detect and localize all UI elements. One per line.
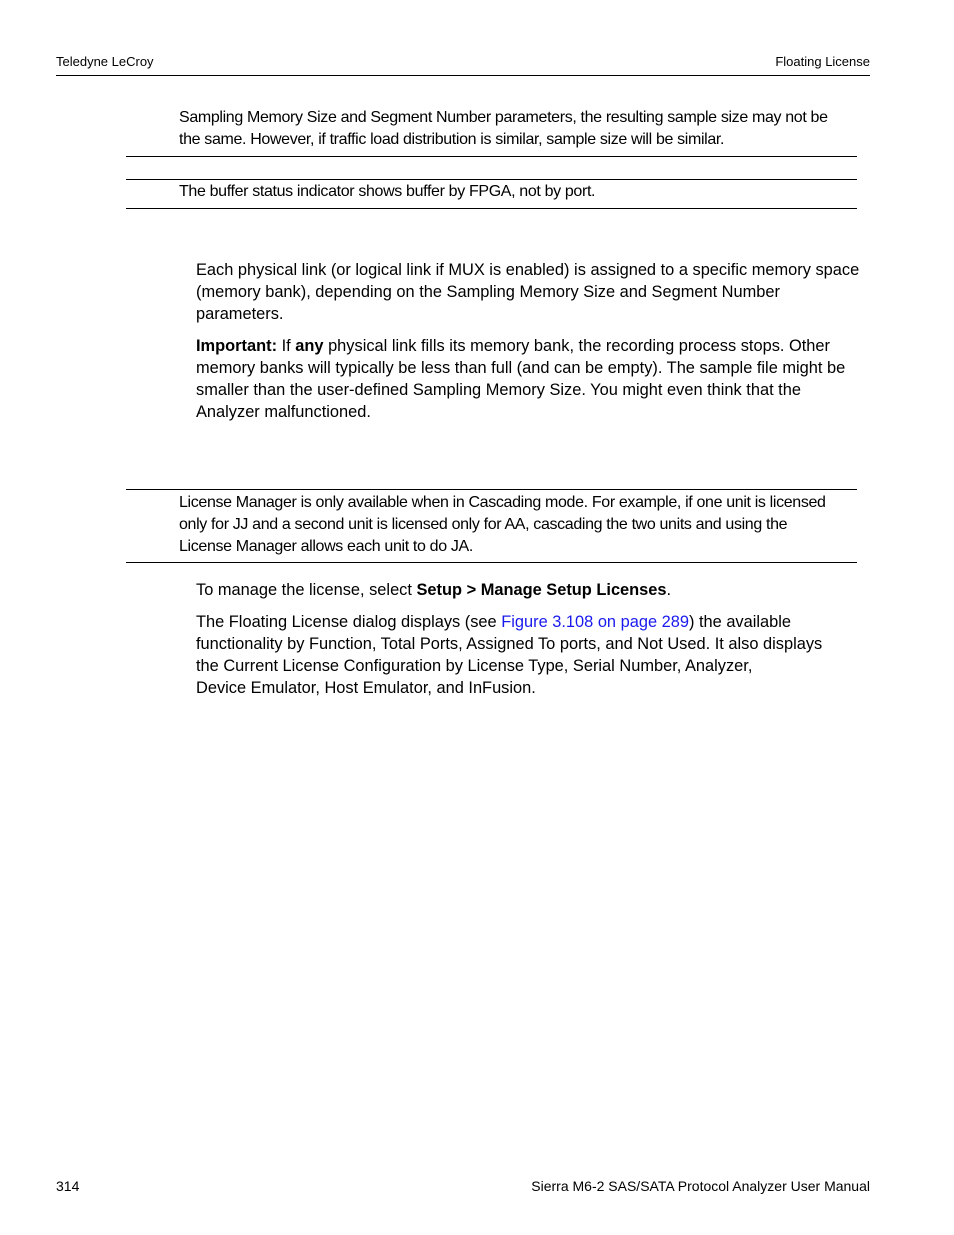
manual-title: Sierra M6-2 SAS/SATA Protocol Analyzer User Manual	[531, 1178, 870, 1194]
text-run: If	[277, 337, 296, 355]
figure-link[interactable]: Figure 3.108 on page 289	[501, 613, 689, 631]
note-continued	[179, 107, 879, 151]
header-rule	[56, 75, 870, 76]
paragraph-line	[196, 611, 876, 633]
note-rule	[126, 179, 857, 180]
note-rule	[126, 208, 857, 209]
page-number: 314	[56, 1178, 80, 1194]
note-line: License Manager is only available when in Cascading mode. For example, if one unit is licensed	[179, 494, 826, 511]
paragraph-line: (memory bank), depending on the Sampling Memory Size and Segment Number	[196, 283, 780, 301]
paragraph-line: functionality by Function, Total Ports, Assigned To ports, and Not Used. It also displays	[196, 635, 823, 653]
paragraph-line: Analyzer malfunctioned.	[196, 403, 371, 421]
note-line: Sampling Memory Size and Segment Number parameters, the resulting sample size may not be	[179, 109, 828, 126]
note-rule	[126, 156, 857, 157]
paragraph-line: smaller than the user-defined Sampling Memory Size. You might even think that the	[196, 381, 801, 399]
text-run: physical link fills its memory bank, the recording process stops. Other	[323, 337, 831, 355]
paragraph-line	[196, 335, 876, 357]
text-run: To manage the license, select	[196, 581, 417, 599]
note-line: the same. However, if traffic load distribution is similar, sample size will be similar.	[179, 131, 725, 148]
note-line: License Manager allows each unit to do JA.	[179, 538, 473, 555]
text-run: ) the available	[688, 613, 792, 631]
paragraph-line: Device Emulator, Host Emulator, and InFusion.	[196, 679, 536, 697]
running-header-right: Floating License	[775, 54, 870, 69]
paragraph-important	[196, 335, 876, 423]
paragraph-manage-license	[196, 579, 876, 601]
note-line: only for JJ and a second unit is licensed only for AA, cascading the two units and using the	[179, 516, 788, 533]
important-label: Important:	[196, 337, 278, 355]
running-header-left: Teledyne LeCroy	[56, 54, 154, 69]
menu-command: Setup > Manage Setup Licenses	[416, 581, 667, 599]
paragraph-line: parameters.	[196, 305, 284, 323]
note-rule	[126, 562, 857, 563]
paragraph-line: memory banks will typically be less than full (and can be empty). The sample file might be	[196, 359, 846, 377]
paragraph-line: the Current License Configuration by License Type, Serial Number, Analyzer,	[196, 657, 753, 675]
note-rule	[126, 489, 857, 490]
text-run: The Floating License dialog displays (see	[196, 613, 502, 631]
note-license-manager	[179, 492, 879, 558]
note-buffer-status: The buffer status indicator shows buffer by FPGA, not by port.	[179, 183, 596, 200]
paragraph-line: Each physical link (or logical link if MUX is enabled) is assigned to a specific memory space	[196, 261, 860, 279]
paragraph-memory-bank	[196, 259, 876, 325]
emphasis-any: any	[295, 337, 324, 355]
text-run: .	[666, 581, 672, 599]
paragraph-floating-license-dialog	[196, 611, 876, 699]
